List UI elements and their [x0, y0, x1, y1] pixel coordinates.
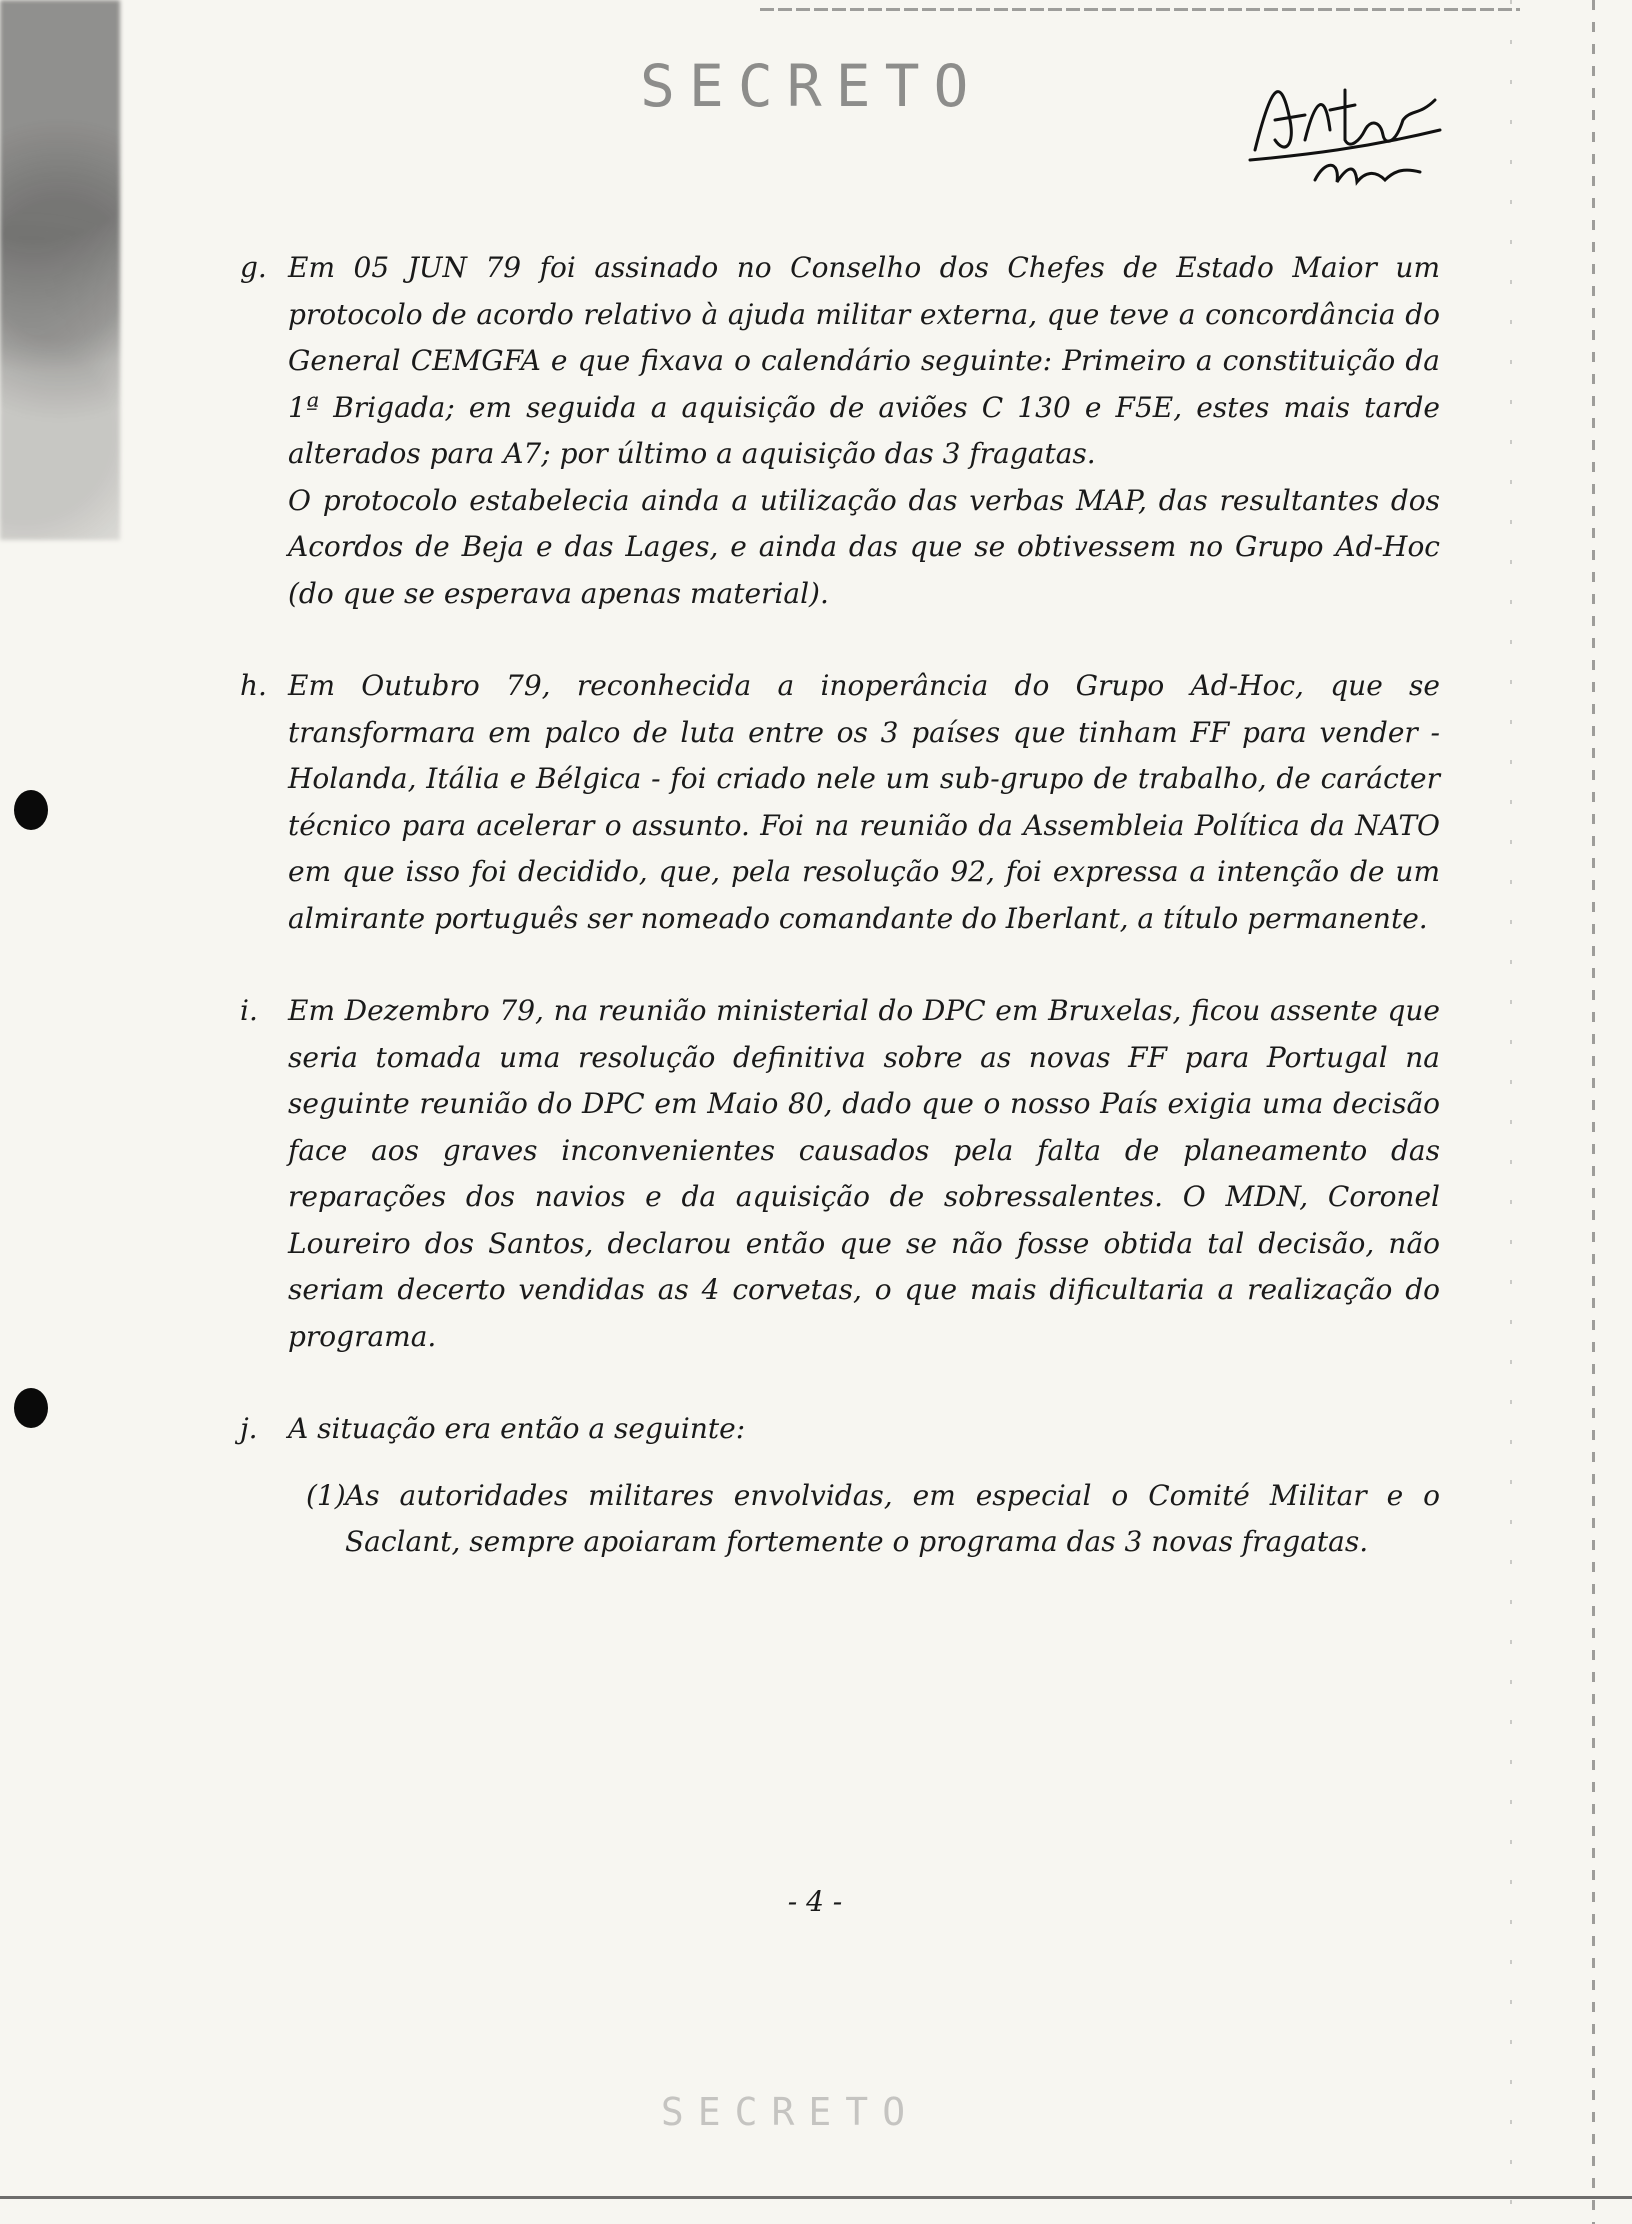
paragraph-g	[240, 245, 1440, 617]
paragraph-label: j.	[240, 1412, 258, 1445]
paragraph-text: Em 05 JUN 79 foi assinado no Conselho dos Chefes de Estado Maior um protocolo de acordo relativo à ajuda militar externa, que teve a concordância do General CEMGFA e que fixava o calendário seguinte: Primeiro a constituição da 1ª Brigada; em seguida a aquisição de aviões C 130 e F5E, estes mais tarde alterados para A7; por último a aquisição das 3 fragatas.	[288, 251, 1440, 470]
classification-stamp-top: SECRETO	[640, 52, 983, 120]
page-number: - 4 -	[787, 1885, 843, 1918]
classification-stamp-bottom: SECRETO	[660, 2090, 920, 2134]
right-edge-mark-inner	[1510, 0, 1512, 2224]
scan-smudge	[0, 0, 120, 540]
paragraph-text: A situação era então a seguinte:	[288, 1412, 746, 1445]
punch-hole-icon	[14, 1388, 48, 1428]
punch-hole-icon	[14, 790, 48, 830]
handwritten-signature	[1245, 60, 1445, 190]
paragraph-i	[240, 988, 1440, 1360]
top-rule	[760, 8, 1520, 11]
paragraph-label: h.	[240, 669, 267, 702]
document-body	[240, 245, 1440, 1566]
right-edge-mark	[1592, 0, 1595, 2224]
paragraph-h	[240, 663, 1440, 942]
bottom-rule	[0, 2196, 1632, 2199]
paragraph-text: O protocolo estabelecia ainda a utilização das verbas MAP, das resultantes dos Acordos de Beja e das Lages, e ainda das que se obtivessem no Grupo Ad-Hoc (do que se esperava apenas material).	[288, 483, 1440, 610]
paragraph-label: i.	[240, 994, 258, 1027]
paragraph-text: Em Dezembro 79, na reunião ministerial do DPC em Bruxelas, ficou assente que seria tomada uma resolução definitiva sobre as novas FF para Portugal na seguinte reunião do DPC em Maio 80, dado que o nosso País exigia uma decisão face aos graves inconvenientes causados pela falta de planeamento das reparações dos navios e da aquisição de sobressalentes. O MDN, Coronel Loureiro dos Santos, declarou então que se não fosse obtida tal decisão, não seriam decerto vendidas as 4 corvetas, o que mais dificultaria a realização do programa.	[288, 994, 1440, 1353]
subitem-1	[240, 1473, 1440, 1566]
paragraph-j	[240, 1406, 1440, 1453]
paragraph-text: Em Outubro 79, reconhecida a inoperância do Grupo Ad-Hoc, que se transformara em palco de luta entre os 3 países que tinham FF para vender - Holanda, Itália e Bélgica - foi criado nele um sub-grupo de trabalho, de carácter técnico para acelerar o assunto. Foi na reunião da Assembleia Política da NATO em que isso foi decidido, que, pela resolução 92, foi expressa a intenção de um almirante português ser nomeado comandante do Iberlant, a título permanente.	[288, 669, 1440, 935]
subitem-label: (1)	[306, 1478, 346, 1512]
paragraph-label: g.	[240, 251, 267, 284]
subitem-text: As autoridades militares envolvidas, em especial o Comité Militar e o Saclant, sempre apoiaram fortemente o programa das 3 novas fragatas.	[345, 1478, 1440, 1558]
